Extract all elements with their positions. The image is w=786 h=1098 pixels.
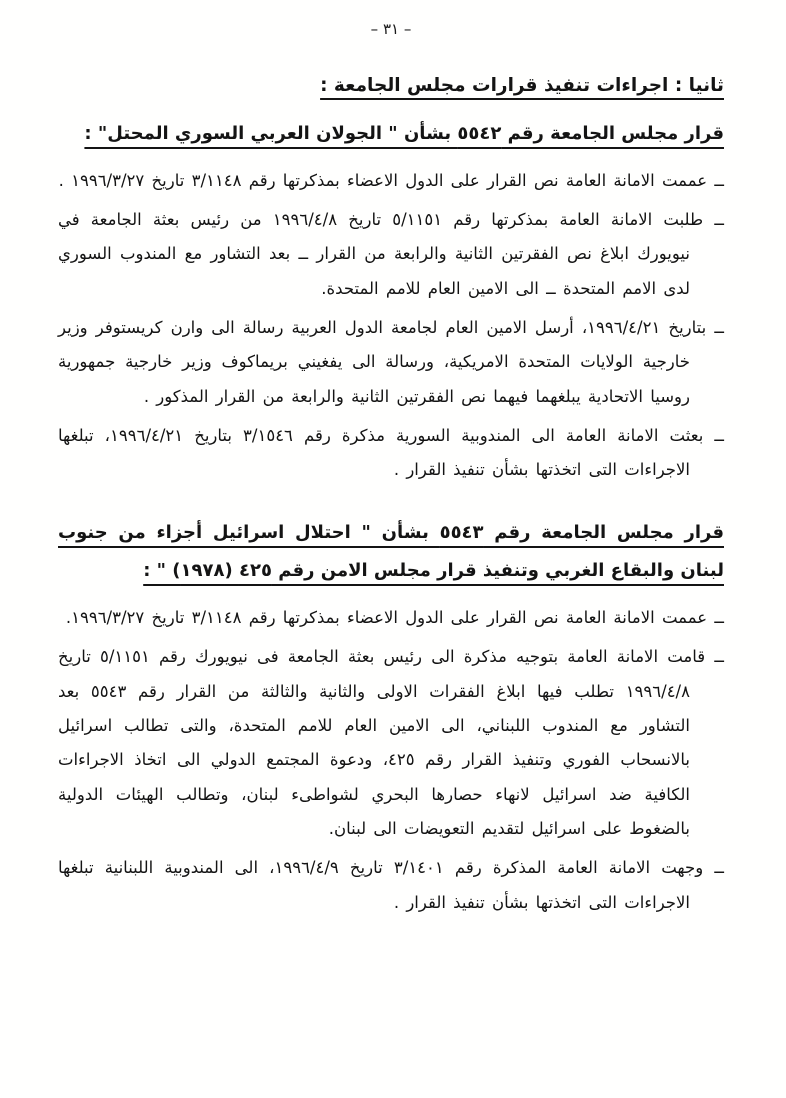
list-item: ــ عممت الامانة العامة نص القرار على الدول الاعضاء بمذكرتها رقم ٣/١١٤٨ تاريخ ١٩٩٦/٣/٢٧ . bbox=[58, 170, 724, 190]
decision-section-5542 bbox=[58, 115, 724, 488]
list-item: ــ بتاريخ ١٩٩٦/٤/٢١، أرسل الامين العام لجامعة الدول العربية رسالة الى وارن كريستوفر وزير خارجية الولايات المتحدة الامريكية، ورسالة الى يفغيني بريماكوف وزير خارجية جمهورية روسيا الاتحادية يبلغهما فيهما نص الفقرتين الثانية والرابعة من القرار المذكور . bbox=[58, 318, 724, 406]
list-item: ــ وجهت الامانة العامة المذكرة رقم ٣/١٤٠١ تاريخ ١٩٩٦/٤/٩، الى المندوبية اللبنانية تبلغها الاجراءات التى اتخذتها بشأن تنفيذ القرار . bbox=[58, 858, 724, 912]
list-item: ــ قامت الامانة العامة بتوجيه مذكرة الى رئيس بعثة الجامعة فى نيويورك رقم ٥/١١٥١ تاريخ ١٩٩٦/٤/٨ تطلب فيها ابلاغ الفقرات الاولى والثانية والثالثة من القرار رقم ٥٥٤٣ بعد التشاور مع المندوب اللبناني، الى الامين العام للامم المتحدة، والتى تطالب اسرائيل بالانسحاب الفوري وتنفيذ القرار رقم ٤٢٥، ودعوة المجتمع الدولي الى اتخاذ الاجراءات الكافية ضد اسرائيل لانهاء حصارها البحري لشواطىء لبنان، وتطالب الهيئات الدولية بالضغوط على اسرائيل لتقديم التعويضات الى لبنان. bbox=[58, 647, 724, 838]
list-item: ــ عممت الامانة العامة نص القرار على الدول الاعضاء بمذكرتها رقم ٣/١١٤٨ تاريخ ١٩٩٦/٣/٢٧. bbox=[65, 608, 724, 628]
decision-items bbox=[58, 164, 724, 488]
list-item: ــ طلبت الامانة العامة بمذكرتها رقم ٥/١١٥١ تاريخ ١٩٩٦/٤/٨ من رئيس بعثة الجامعة في نيويورك ابلاغ نص الفقرتين الثانية والرابعة من القرار ــ بعد التشاور مع المندوب السوري لدى الامم المتحدة ــ الى الامين العام للامم المتحدة. bbox=[58, 210, 724, 298]
list-item: ــ بعثت الامانة العامة الى المندوبية السورية مذكرة رقم ٣/١٥٤٦ بتاريخ ١٩٩٦/٤/٢١، تبلغها الاجراءات التى اتخذتها بشأن تنفيذ القرار . bbox=[58, 426, 724, 480]
section-title: ثانيا : اجراءات تنفيذ قرارات مجلس الجامعة : bbox=[320, 75, 724, 96]
decision-heading: قرار مجلس الجامعة رقم ٥٥٤٣ بشأن " احتلال اسرائيل أجزاء من جنوب لبنان والبقاع الغربي وتنفيذ قرار مجلس الامن رقم ٤٢٥ (١٩٧٨) " : bbox=[58, 521, 724, 582]
decision-items bbox=[58, 601, 724, 920]
page-number: – ٣١ – bbox=[370, 20, 412, 38]
decision-section-5543 bbox=[58, 514, 724, 920]
decision-heading: قرار مجلس الجامعة رقم ٥٥٤٢ بشأن " الجولان العربي السوري المحتل" : bbox=[84, 123, 724, 145]
